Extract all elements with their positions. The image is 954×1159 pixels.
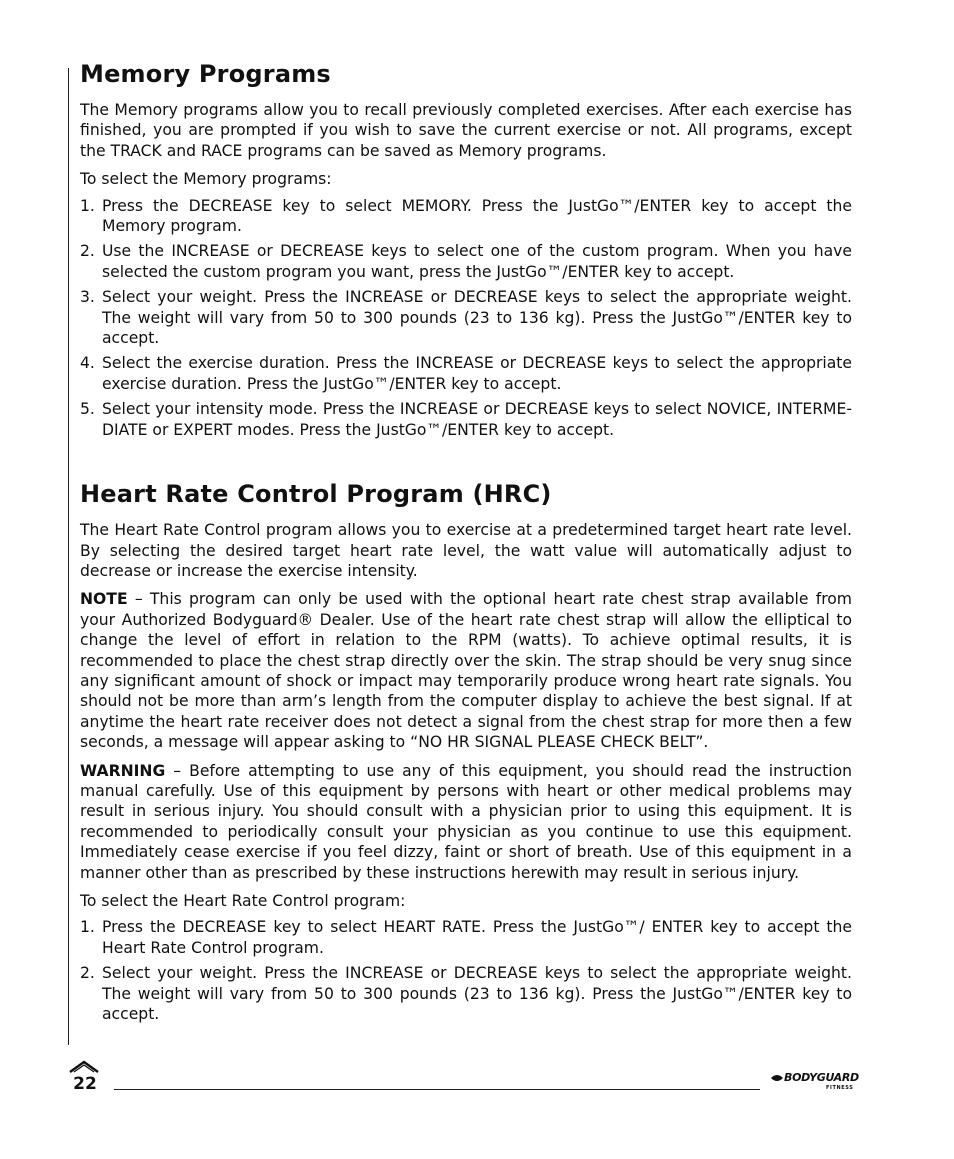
hrc-intro: The Heart Rate Control program allows you to exercise at a predetermined target heart rate level. By selecting the desired target heart rate level, the watt value will automatically adjust to decrease or increase the exercise intensity.: [80, 521, 852, 580]
note-label: NOTE: [80, 590, 128, 609]
note-paragraph: NOTE – This program can only be used with the optional heart rate chest strap available from your Authorized Bodyguard® Dealer. Use of the heart rate chest strap will allow the elliptical to change the level of effort in relation to the RPM (watts). To achieve optimal results, it is recommended to place the chest strap directly over the skin. The strap should be very snug since any significant amount of shock or impact may temporarily produce wrong heart rate signals. You should not be more than arm’s length from the computer display to achieve the best signal. If at anytime the heart rate receiver does not detect a signal from the chest strap for more then a few seconds, a message will appear asking to “NO HR SIGNAL PLEASE CHECK BELT”.: [80, 590, 852, 752]
list-item: 3. Select your weight. Press the INCREASE or DECREASE keys to select the appropriate weight. The weight will vary from 50 to 300 pounds (23 to 136 kg). Press the JustGo™/ENTER key to accept.: [80, 288, 852, 348]
list-item: 2. Select your weight. Press the INCREASE or DECREASE keys to select the appropriate weight. The weight will vary from 50 to 300 pounds (23 to 136 kg). Press the JustGo™/ENTER key to accept.: [80, 964, 852, 1024]
footer-rule: [114, 1089, 760, 1090]
warning-label: WARNING: [80, 761, 166, 780]
brand-logo: BODYGUARD FITNESS: [770, 1071, 856, 1095]
list-item: 5. Select your intensity mode. Press the INCREASE or DECREASE keys to select NOVICE, INTERME-DIATE or EXPERT modes. Press the JustGo™/ENTER key to accept.: [80, 400, 852, 439]
memory-select-label: To select the Memory programs:: [80, 170, 332, 189]
hrc-steps: [80, 917, 852, 1024]
list-item: 4. Select the exercise duration. Press the INCREASE or DECREASE keys to select the appropriate exercise duration. Press the JustGo™/ENTER key to accept.: [80, 354, 852, 393]
hrc-select-label: To select the Heart Rate Control program:: [80, 892, 406, 910]
memory-intro: The Memory programs allow you to recall previously completed exercises. After each exercise has finished, you are prompted if you wish to save the current exercise or not. All programs, except the TRACK and RACE programs can be saved as Memory programs.: [80, 101, 852, 160]
page-number: 22: [68, 1060, 100, 1096]
section-title-hrc: Heart Rate Control Program (HRC): [80, 480, 552, 509]
list-item: 2. Use the INCREASE or DECREASE keys to select one of the custom program. When you have selected the custom program you want, press the JustGo™/ENTER key to accept.: [80, 242, 852, 281]
list-item: 1. Press the DECREASE key to select HEART RATE. Press the JustGo™/ ENTER key to accept the Heart Rate Control program.: [80, 918, 852, 957]
list-item: 1. Press the DECREASE key to select MEMORY. Press the JustGo™/ENTER key to accept the Memory program.: [80, 196, 852, 236]
warning-paragraph: WARNING – Before attempting to use any of this equipment, you should read the instruction manual carefully. Use of this equipment by persons with heart or other medical problems may result in serious injury. You should consult with a physician prior to using this equipment. It is recommended to periodically consult your physician as you continue to use this equipment. Immediately cease exercise if you feel dizzy, faint or short of breath. Use of this equipment in a manner other than as prescribed by these instructions herewith may result in serious injury.: [80, 761, 852, 882]
memory-steps: [80, 196, 852, 440]
margin-rule: [68, 68, 69, 1045]
section-title-memory: Memory Programs: [80, 60, 331, 88]
page-content: [80, 60, 852, 1029]
logo-mark-icon: [770, 1073, 784, 1083]
